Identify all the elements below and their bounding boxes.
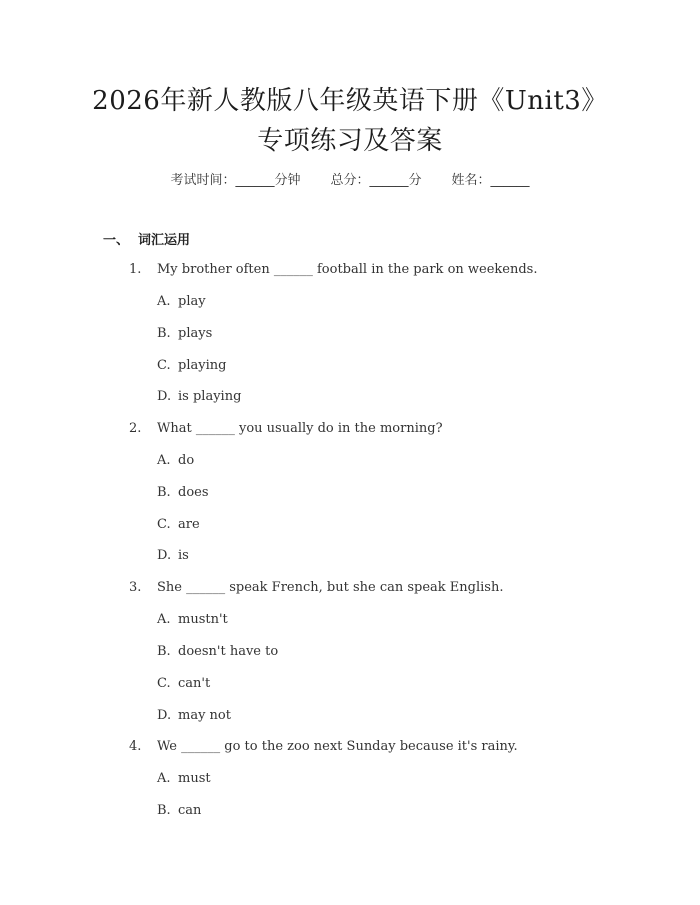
- option-1d: [157, 389, 241, 404]
- option-3d: [157, 708, 231, 723]
- section-heading: [103, 229, 190, 248]
- option-letter: A.: [157, 771, 171, 786]
- option-text: mustn't: [178, 612, 228, 627]
- option-4b: [157, 803, 201, 818]
- option-text: doesn't have to: [178, 644, 279, 659]
- question-2: [129, 421, 443, 436]
- option-2b: [157, 485, 209, 500]
- option-3c: [157, 676, 210, 691]
- question-1: [129, 262, 538, 277]
- exam-info: [0, 169, 700, 188]
- option-4a: [157, 771, 211, 786]
- option-2a: [157, 453, 194, 468]
- option-letter: C.: [157, 358, 171, 373]
- question-number: 1.: [129, 262, 142, 277]
- question-text: My brother often ______ football in the park on weekends.: [157, 262, 538, 277]
- option-letter: B.: [157, 485, 171, 500]
- option-letter: C.: [157, 517, 171, 532]
- option-text: must: [178, 771, 211, 786]
- section-title: 词汇运用: [138, 233, 191, 248]
- question-number: 4.: [129, 739, 142, 754]
- option-1c: [157, 358, 226, 373]
- document-subtitle: 专项练习及答案: [257, 126, 443, 156]
- question-text: We ______ go to the zoo next Sunday because it's rainy.: [157, 739, 518, 754]
- question-number: 3.: [129, 580, 142, 595]
- option-letter: B.: [157, 803, 171, 818]
- option-text: does: [178, 485, 209, 500]
- option-text: play: [178, 294, 206, 309]
- option-text: do: [178, 453, 195, 468]
- question-text: What ______ you usually do in the morning?: [157, 421, 443, 436]
- total-score-field: 总分：______分: [330, 173, 422, 188]
- option-letter: B.: [157, 326, 171, 341]
- option-letter: C.: [157, 676, 171, 691]
- option-letter: B.: [157, 644, 171, 659]
- question-4: [129, 739, 518, 754]
- option-letter: D.: [157, 389, 172, 404]
- option-1b: [157, 326, 212, 341]
- option-letter: A.: [157, 294, 171, 309]
- option-text: can: [178, 803, 202, 818]
- option-text: is playing: [178, 389, 242, 404]
- option-2c: [157, 517, 200, 532]
- option-text: playing: [178, 358, 227, 373]
- option-3b: [157, 644, 278, 659]
- question-3: [129, 580, 503, 595]
- section-number: 一、: [103, 233, 130, 248]
- question-number: 2.: [129, 421, 142, 436]
- exam-time-field: 考试时间：______分钟: [170, 173, 301, 188]
- option-letter: D.: [157, 548, 172, 563]
- option-text: is: [178, 548, 189, 563]
- question-text: She ______ speak French, but she can speak English.: [157, 580, 504, 595]
- option-1a: [157, 294, 206, 309]
- document-title: 2026年新人教版八年级英语下册《Unit3》: [92, 86, 608, 116]
- option-letter: A.: [157, 612, 171, 627]
- option-text: are: [178, 517, 200, 532]
- option-3a: [157, 612, 228, 627]
- option-text: plays: [178, 326, 213, 341]
- option-letter: D.: [157, 708, 172, 723]
- option-2d: [157, 548, 189, 563]
- option-text: can't: [178, 676, 211, 691]
- name-field: 姓名：______: [451, 173, 530, 188]
- option-text: may not: [178, 708, 231, 723]
- option-letter: A.: [157, 453, 171, 468]
